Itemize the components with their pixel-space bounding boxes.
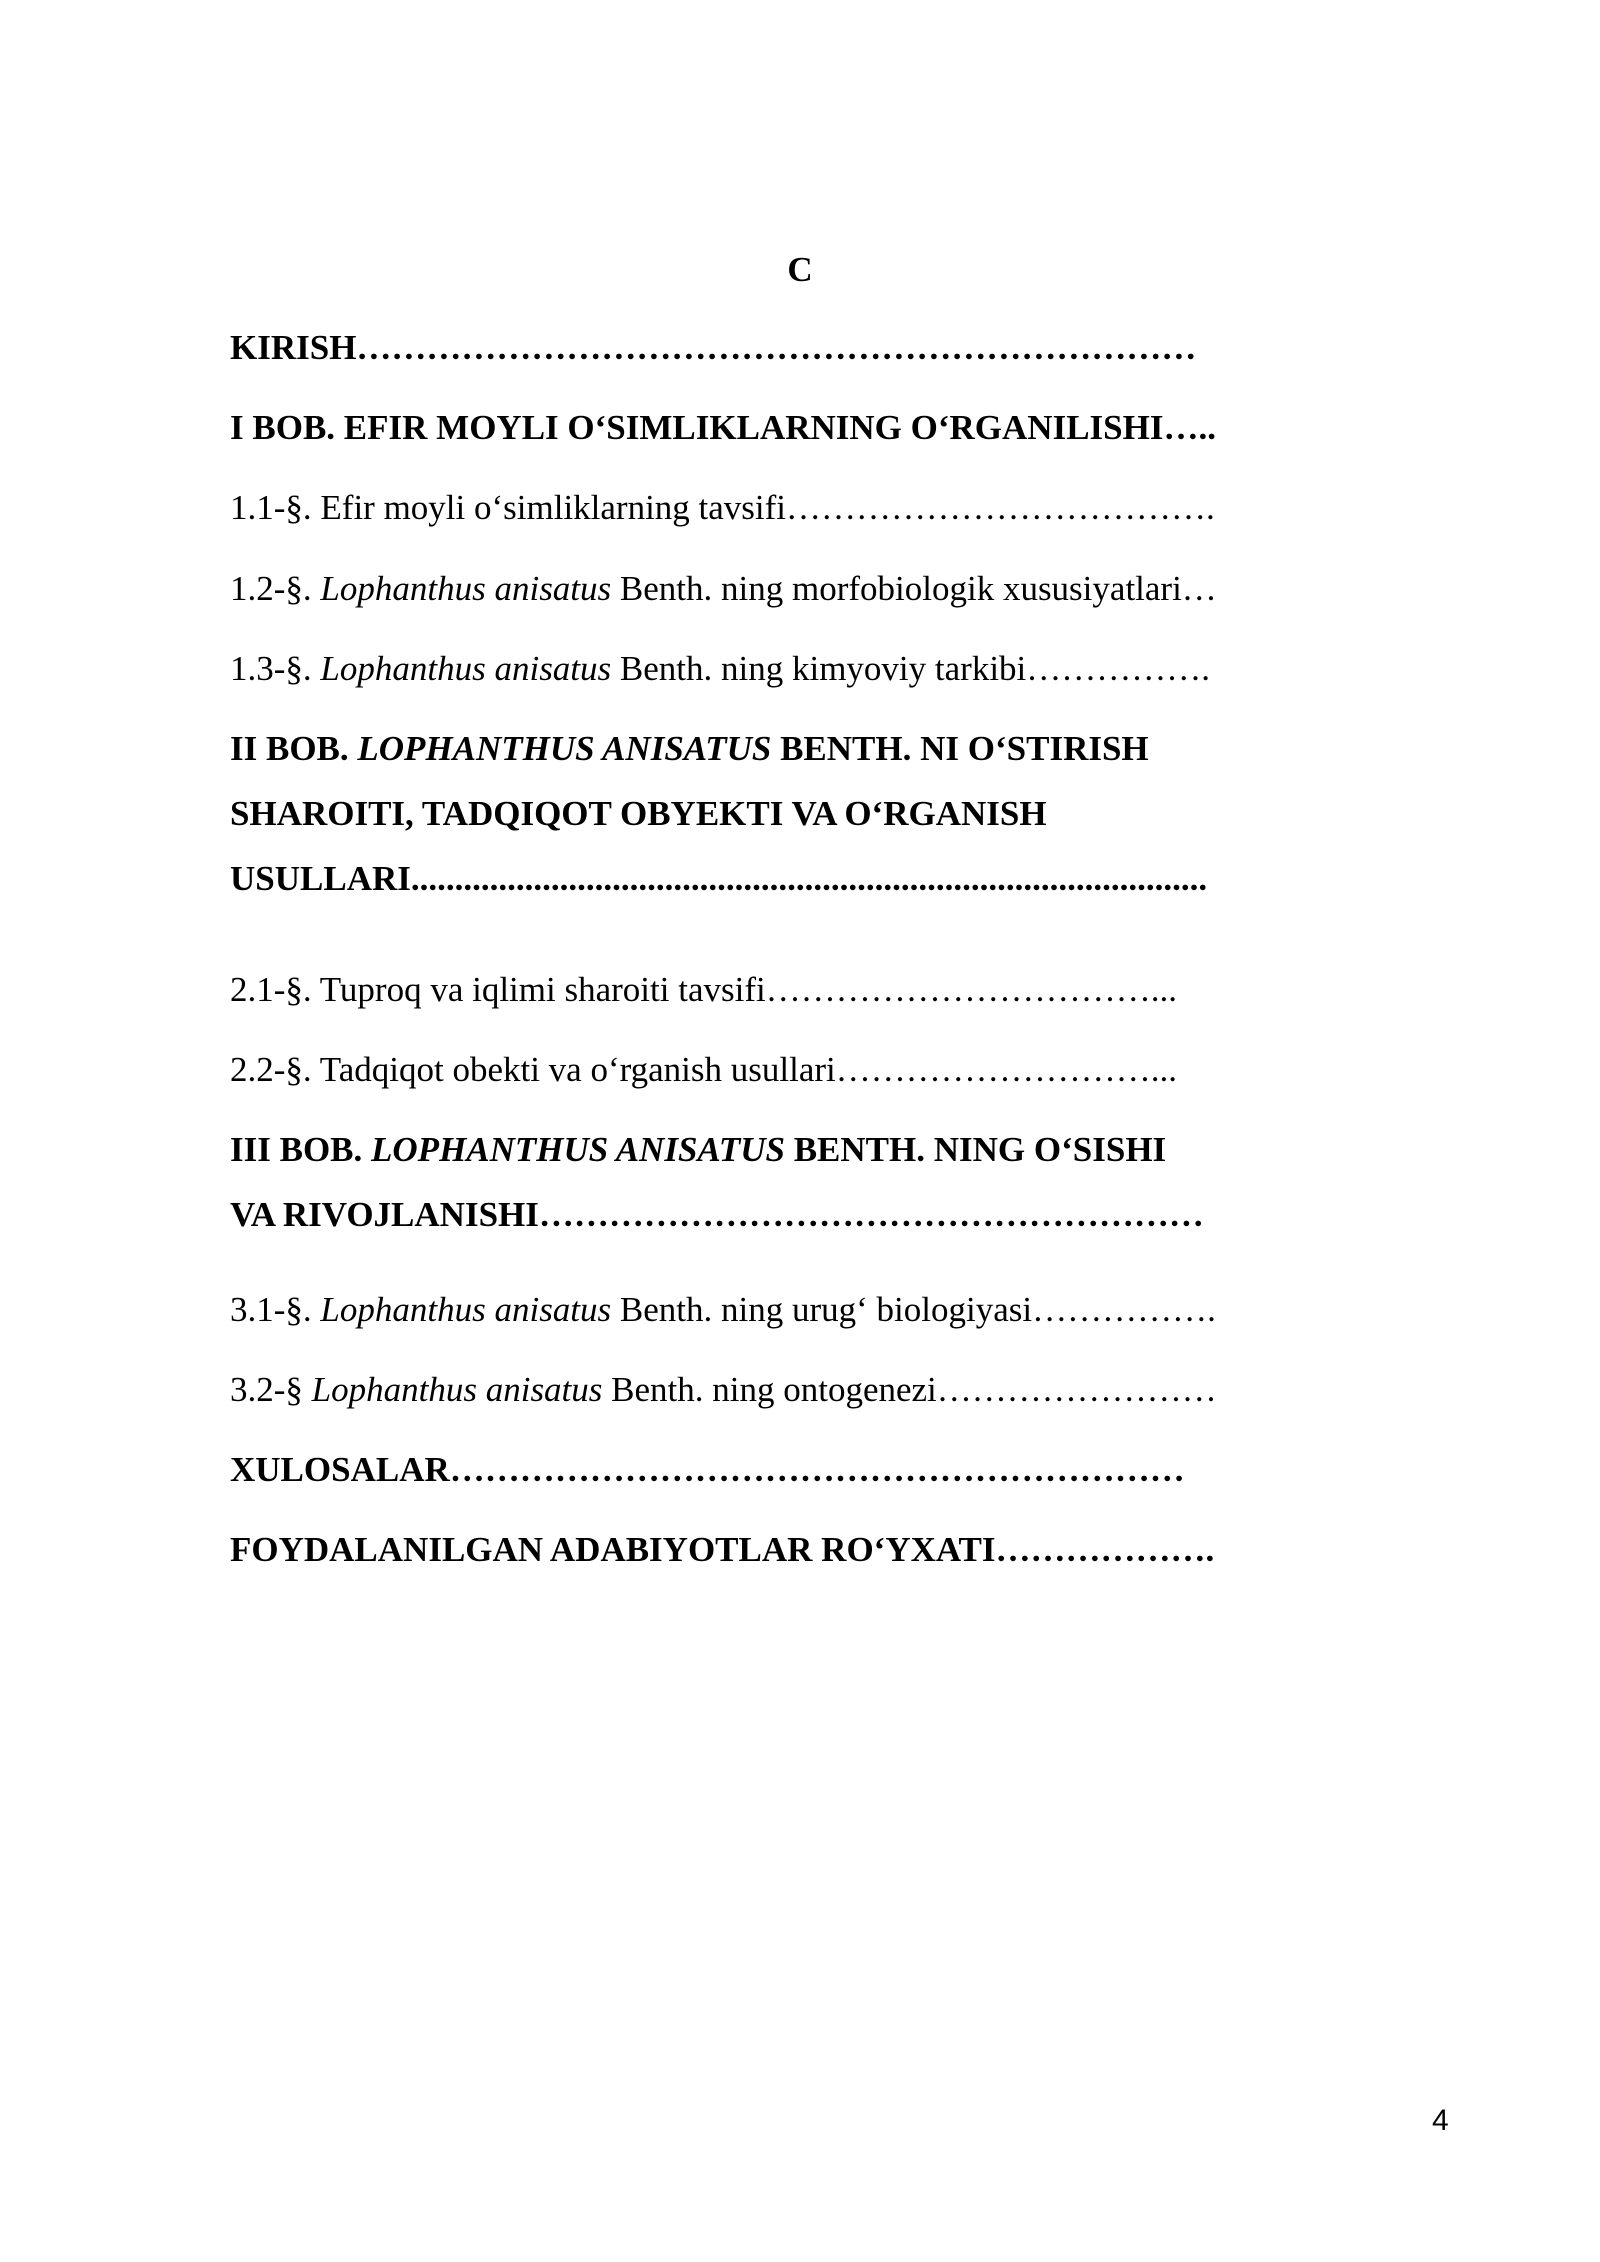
toc-entry-kirish: KIRISH……………………………………………………………… (230, 328, 1197, 367)
species-name: LOPHANTHUS ANISATUS (371, 1130, 785, 1169)
toc-entry-section-2-2: 2.2-§. Tadqiqot obekti va o‘rganish usullari………………………... (230, 1050, 1177, 1089)
section-number: 3.1-§. (230, 1290, 321, 1329)
toc-entry-chapter-2 (230, 729, 1149, 769)
toc-entry-chapter-3-line-2: VA RIVOJLANISHI………………………………………………… (230, 1195, 1204, 1234)
species-name: Lophanthus anisatus (311, 1370, 603, 1409)
section-number: 1.2-§. (230, 569, 321, 608)
toc-entry-section-2-1: 2.1-§. Tuproq va iqlimi sharoiti tavsifi……………………………... (230, 970, 1177, 1009)
section-number: 1.3-§. (230, 649, 321, 688)
species-name: Lophanthus anisatus (320, 649, 612, 688)
chapter-title: BENTH. NI O‘STIRISH (771, 729, 1149, 768)
toc-entry-chapter-3 (230, 1130, 1166, 1170)
chapter-number: III BOB. (230, 1130, 372, 1169)
section-title: Benth. ning kimyoviy tarkibi……………. (611, 649, 1211, 688)
section-number: 3.2-§ (230, 1370, 312, 1409)
toc-entry-section-1-2 (230, 569, 1217, 609)
toc-entry-section-3-1 (230, 1290, 1216, 1330)
toc-entry-chapter-2-line-3: USULLARI........................................................................................... (230, 859, 1208, 898)
toc-entry-section-1-3 (230, 649, 1210, 689)
species-name: Lophanthus anisatus (320, 1290, 612, 1329)
toc-entry-section-3-2 (230, 1370, 1217, 1410)
section-title: Benth. ning ontogenezi…………………… (602, 1370, 1217, 1409)
species-name: Lophanthus anisatus (320, 569, 612, 608)
page-heading: C (787, 250, 813, 289)
toc-entry-chapter-1: I BOB. EFIR MOYLI O‘SIMLIKLARNING O‘RGANILISHI….. (230, 408, 1216, 447)
page-number: 4 (1432, 2104, 1449, 2137)
species-name: LOPHANTHUS ANISATUS (357, 729, 772, 768)
chapter-title: BENTH. NING O‘SISHI (784, 1130, 1167, 1169)
toc-entry-section-1-1: 1.1-§. Efir moyli o‘simliklarning tavsifi………………………………. (230, 488, 1215, 527)
toc-entry-references: FOYDALANILGAN ADABIYOTLAR RO‘YXATI………………. (230, 1530, 1215, 1569)
toc-entry-xulosalar: XULOSALAR……………………………………………………… (230, 1450, 1185, 1489)
section-title: Benth. ning morfobiologik xususiyatlari… (611, 569, 1217, 608)
toc-entry-chapter-2-line-2: SHAROITI, TADQIQOT OBYEKTI VA O‘RGANISH (230, 794, 1047, 833)
chapter-number: II BOB. (230, 729, 358, 768)
section-title: Benth. ning urug‘ biologiyasi……………. (611, 1290, 1216, 1329)
